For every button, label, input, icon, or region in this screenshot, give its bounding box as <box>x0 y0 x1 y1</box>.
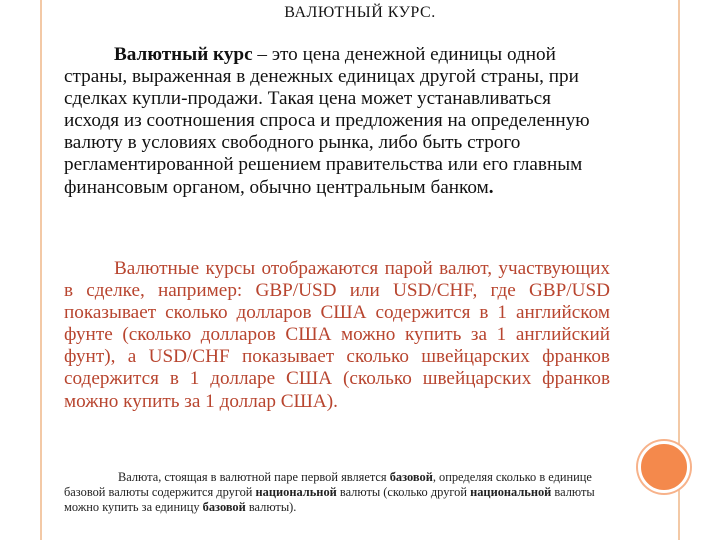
note-bold-base-2: базовой <box>202 499 246 514</box>
page-title: ВАЛЮТНЫЙ КУРС. <box>284 4 436 21</box>
note-text-3: валюты (сколько другой <box>336 484 471 499</box>
note-text-2: , определяя сколько в единице базовой валюты содержится другой <box>64 470 592 499</box>
currency-pairs-text: Валютные курсы отображаются парой валют, участвующих в сделке, например: GBP/USD или USD/CHF, где GBP/USD показывает сколько долларов США содержится в 1 английском фунте (сколько долларов США можно купить за 1 английский фунт), а USD/CHF показывает сколько швейцарских франков содержится в 1 долларе США (сколько швейцарских франков можно купить за 1 доллар США). <box>64 258 610 412</box>
footnote <box>64 470 610 514</box>
definition-paragraph <box>64 44 610 199</box>
term-bold: Валютный курс <box>114 44 253 65</box>
note-text-1: Валюта, стоящая в валютной паре первой является <box>118 470 390 484</box>
currency-pairs-paragraph <box>64 258 610 413</box>
note-text-5: валюты). <box>245 499 297 514</box>
note-bold-base: базовой <box>389 470 433 484</box>
definition-end: . <box>488 176 494 198</box>
note-bold-national-2: национальной <box>470 484 552 499</box>
note-bold-national: национальной <box>255 484 337 499</box>
definition-text: – это цена денежной единицы одной страны, выраженная в денежных единицах другой страны, при сделках купли-продажи. Такая цена может устанавливаться исходя из соотношения спроса и предложения на определенную валюту в условиях свободного рынка, либо быть строго регламентированной решением правительства или его главным финансовым органом, обычно центральным банком <box>64 44 590 198</box>
decorative-circle <box>638 441 690 493</box>
note-text-4: валюты можно купить за единицу <box>64 484 595 514</box>
